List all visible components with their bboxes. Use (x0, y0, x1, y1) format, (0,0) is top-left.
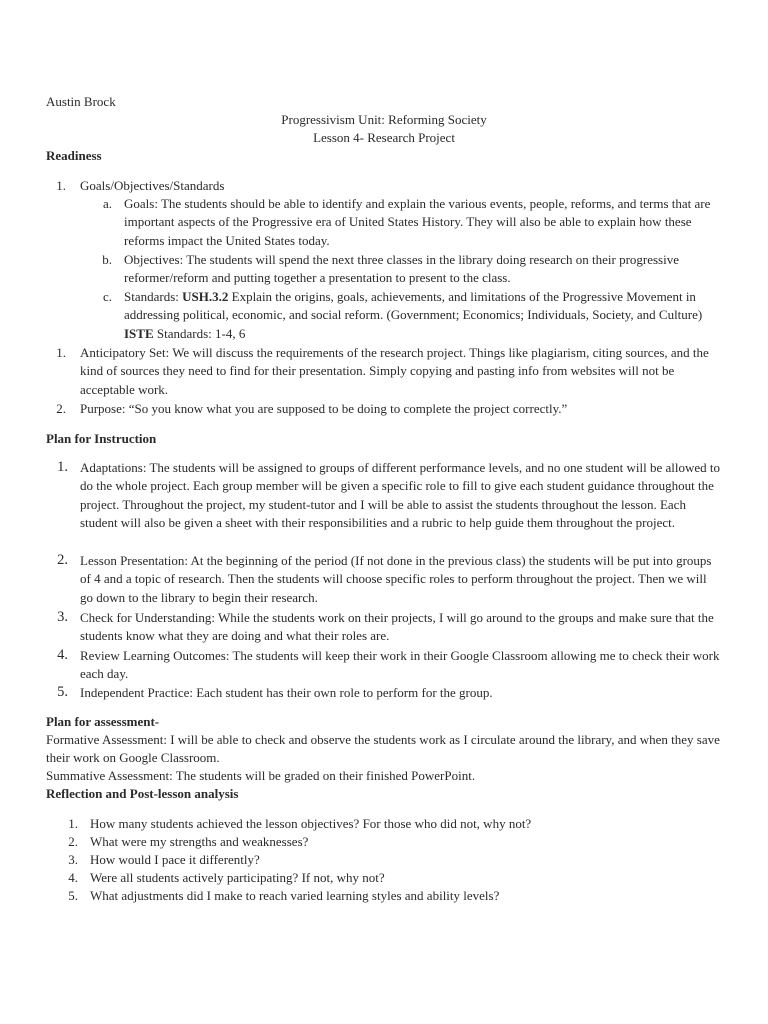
instruction-heading: Plan for Instruction (46, 431, 157, 446)
independent-practice-text: Independent Practice: Each student has their own role to perform for the group. (80, 685, 493, 700)
summative-assessment-text: Summative Assessment: The students will be graded on their finished PowerPoint. (46, 768, 476, 783)
check-for-understanding-text: Check for Understanding: While the students work on their projects, I will go around to the groups and make sure that the students know what they are doing and what their roles are. (80, 610, 714, 644)
goals-text: Goals: The students should be able to identify and explain the various events, people, reforms, and terms that are important aspects of the Progressive era of United States History. They will also be able to explain how these reforms impact the United States today. (124, 196, 711, 248)
standards-text (124, 288, 724, 343)
list-number: 3. (57, 609, 68, 625)
assessment-heading: Plan for assessment- (46, 714, 160, 729)
list-number: 2. (68, 834, 78, 849)
readiness-heading: Readiness (46, 148, 102, 163)
list-number: 5. (68, 888, 78, 903)
author-name: Austin Brock (46, 94, 116, 109)
lesson-title: Lesson 4- Research Project (313, 130, 455, 145)
list-number: 2. (57, 552, 68, 568)
standards-description: Explain the origins, goals, achievements, and limitations of the Progressive Movement in addressing political, economic, and social reform. (Government; Economics; Individuals, Society, and Culture) (124, 289, 703, 323)
reflection-question: How many students achieved the lesson objectives? For those who did not, why not? (90, 816, 532, 831)
list-number: 1. (68, 816, 78, 831)
goals-objectives-standards-label: Goals/Objectives/Standards (80, 178, 225, 193)
reflection-question: How would I pace it differently? (90, 852, 260, 867)
formative-assessment-text: Formative Assessment: I will be able to check and observe the students work as I circulate around the library, and when they save their work on Google Classroom. (46, 732, 720, 766)
objectives-text: Objectives: The students will spend the next three classes in the library doing research on their progressive reformer/reform and putting together a presentation to present to the class. (124, 252, 679, 286)
purpose-text: Purpose: “So you know what you are supposed to be doing to complete the project correctly.” (80, 401, 568, 416)
iste-standards: Standards: 1-4, 6 (153, 325, 246, 341)
standards-prefix: Standards: (124, 289, 183, 304)
list-letter: a. (102, 196, 112, 211)
review-learning-outcomes-text: Review Learning Outcomes: The students will keep their work in their Google Classroom allowing me to check their work each day. (80, 648, 720, 682)
unit-title: Progressivism Unit: Reforming Society (281, 112, 487, 127)
list-number: 1. (56, 345, 66, 360)
list-number: 2. (56, 401, 66, 416)
reflection-question: What were my strengths and weaknesses? (90, 834, 309, 849)
lesson-presentation-text: Lesson Presentation: At the beginning of the period (If not done in the previous class) the students will be put into groups of 4 and a topic of research. Then the students will choose specific roles to perform throughout the project. Then we will go down to the library to begin their research. (80, 553, 712, 605)
list-letter: c. (102, 289, 112, 304)
standards-code: USH.3.2 (182, 289, 229, 304)
reflection-question: What adjustments did I make to reach varied learning styles and ability levels? (90, 888, 500, 903)
list-number: 3. (68, 852, 78, 867)
list-number: 5. (57, 684, 68, 700)
list-number: 1. (57, 459, 68, 475)
list-letter: b. (102, 252, 112, 267)
reflection-heading: Reflection and Post-lesson analysis (46, 786, 239, 801)
anticipatory-set-text: Anticipatory Set: We will discuss the requirements of the research project. Things like plagiarism, citing sources, and the kind of sources they need to find for their presentation. Simply copying and pasting info from websites will not be acceptable work. (80, 345, 709, 397)
reflection-question: Were all students actively participating? If not, why not? (90, 870, 385, 885)
adaptations-text: Adaptations: The students will be assigned to groups of different performance levels, and no one student will be allowed to do the whole project. Each group member will be given a specific role to fill to give each student guidance throughout the project. Throughout the project, my student-tutor and I will be able to assist the students throughout the lesson. Each student will also be given a sheet with their responsibilities and a rubric to help guide them throughout the project. (80, 460, 720, 531)
list-number: 4. (68, 870, 78, 885)
list-number: 1. (56, 178, 66, 193)
list-number: 4. (57, 647, 68, 663)
iste-label: ISTE (124, 325, 154, 341)
